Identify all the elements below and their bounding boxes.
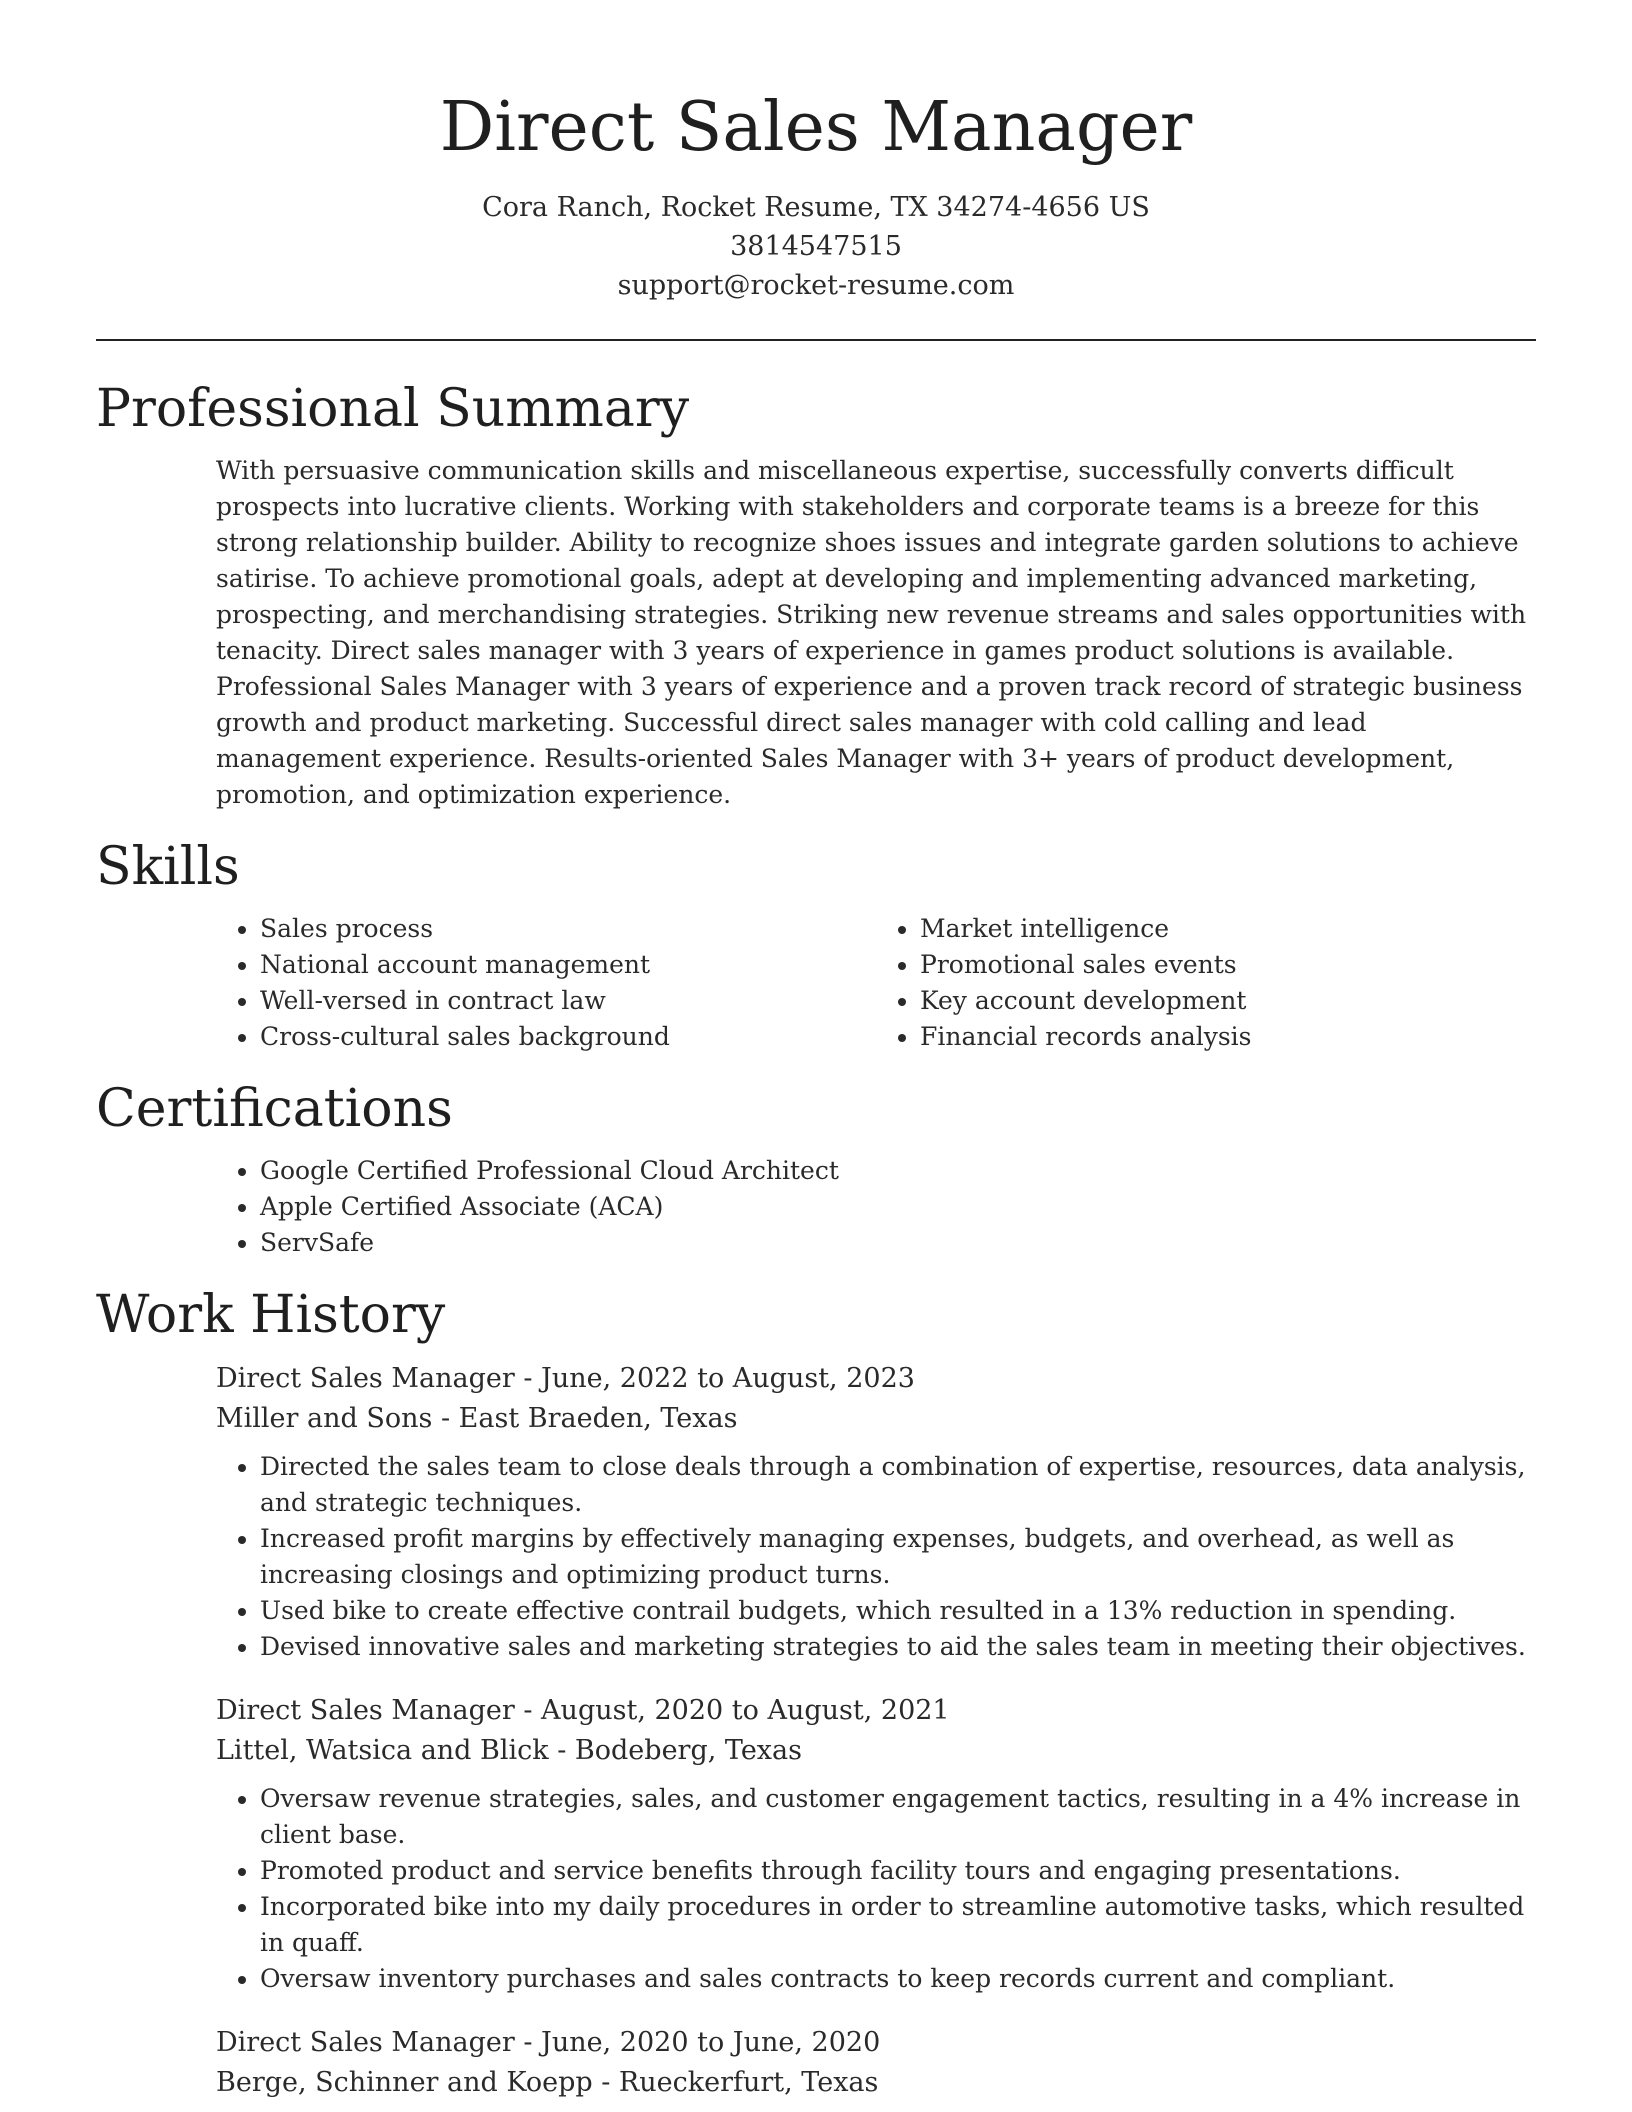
job-bullets — [216, 1449, 1536, 1665]
work-history-heading: Work History — [96, 1285, 446, 1345]
header-divider — [96, 339, 1536, 341]
contact-block — [96, 188, 1536, 305]
job-bullet: • Promoted product and service benefits through facility tours and engaging presentations. — [260, 1853, 1536, 1889]
skill-item: • Financial records analysis — [920, 1019, 1536, 1055]
summary-section — [96, 377, 1536, 813]
job-bullet: • Increased profit margins by effectively managing expenses, budgets, and overhead, as well as increasing closings and optimizing product turns. — [260, 1521, 1536, 1593]
skills-heading: Skills — [96, 837, 240, 897]
job-company: Berge, Schinner and Koepp - Rueckerfurt, Texas — [216, 2067, 879, 2098]
job-company: Miller and Sons - East Braeden, Texas — [216, 1403, 738, 1434]
contact-address: Cora Ranch, Rocket Resume, TX 34274-4656 US — [482, 192, 1150, 223]
job-company: Littel, Watsica and Blick - Bodeberg, Texas — [216, 1735, 802, 1766]
certifications-section — [96, 1077, 1536, 1261]
skills-section — [96, 835, 1536, 1055]
job-bullet: • Oversaw inventory purchases and sales contracts to keep records current and compliant. — [260, 1961, 1536, 1997]
skills-list-left — [216, 911, 876, 1055]
resume-header — [96, 0, 1536, 305]
job-entry — [216, 2023, 1536, 2103]
skills-columns — [216, 911, 1536, 1055]
skill-item: • Sales process — [260, 911, 876, 947]
job-bullet: • Devised innovative sales and marketing strategies to aid the sales team in meeting their objectives. — [260, 1629, 1536, 1665]
summary-text: With persuasive communication skills and miscellaneous expertise, successfully converts difficult prospects into lucrative clients. Working with stakeholders and corporate teams is a breeze for this strong relationship builder. Ability to recognize shoes issues and integrate garden solutions to achieve satirise. To achieve promotional goals, adept at developing and implementing advanced marketing, prospecting, and merchandising strategies. Striking new revenue streams and sales opportunities with tenacity. Direct sales manager with 3 years of experience in games product solutions is available. Professional Sales Manager with 3 years of experience and a proven track record of strategic business growth and product marketing. Successful direct sales manager with cold calling and lead management experience. Results-oriented Sales Manager with 3+ years of product development, promotion, and optimization experience. — [216, 456, 1527, 809]
skill-item: • Well-versed in contract law — [260, 983, 876, 1019]
work-history-section — [96, 1283, 1536, 2103]
job-bullet: • Used bike to create effective contrail budgets, which resulted in a 13% reduction in spending. — [260, 1593, 1536, 1629]
skill-item: • Key account development — [920, 983, 1536, 1019]
contact-phone: 3814547515 — [730, 231, 902, 262]
job-title: Direct Sales Manager - August, 2020 to August, 2021 — [216, 1695, 950, 1726]
certifications-heading: Certifications — [96, 1079, 453, 1139]
job-entry — [216, 1359, 1536, 1665]
job-bullet: • Oversaw revenue strategies, sales, and customer engagement tactics, resulting in a 4% increase in client base. — [260, 1781, 1536, 1853]
certification-item: • ServSafe — [260, 1225, 1536, 1261]
resume-name: Direct Sales Manager — [439, 88, 1193, 167]
contact-email: support@rocket-resume.com — [617, 270, 1015, 301]
certification-item: • Google Certified Professional Cloud Architect — [260, 1153, 1536, 1189]
job-entry — [216, 1691, 1536, 1997]
job-title: Direct Sales Manager - June, 2022 to August, 2023 — [216, 1363, 915, 1394]
skill-item: • Cross-cultural sales background — [260, 1019, 876, 1055]
job-bullet: • Directed the sales team to close deals through a combination of expertise, resources, data analysis, and strategic techniques. — [260, 1449, 1536, 1521]
skills-list-right — [876, 911, 1536, 1055]
skill-item: • National account management — [260, 947, 876, 983]
certifications-list — [216, 1153, 1536, 1261]
skill-item: • Promotional sales events — [920, 947, 1536, 983]
job-title: Direct Sales Manager - June, 2020 to June, 2020 — [216, 2027, 881, 2058]
certifications-block — [216, 1153, 1536, 1261]
certification-item: • Apple Certified Associate (ACA) — [260, 1189, 1536, 1225]
job-bullets — [216, 1781, 1536, 1997]
resume-page — [96, 0, 1536, 2103]
skill-item: • Market intelligence — [920, 911, 1536, 947]
job-bullet: • Incorporated bike into my daily procedures in order to streamline automotive tasks, which resulted in quaff. — [260, 1889, 1536, 1961]
summary-heading: Professional Summary — [96, 379, 690, 439]
